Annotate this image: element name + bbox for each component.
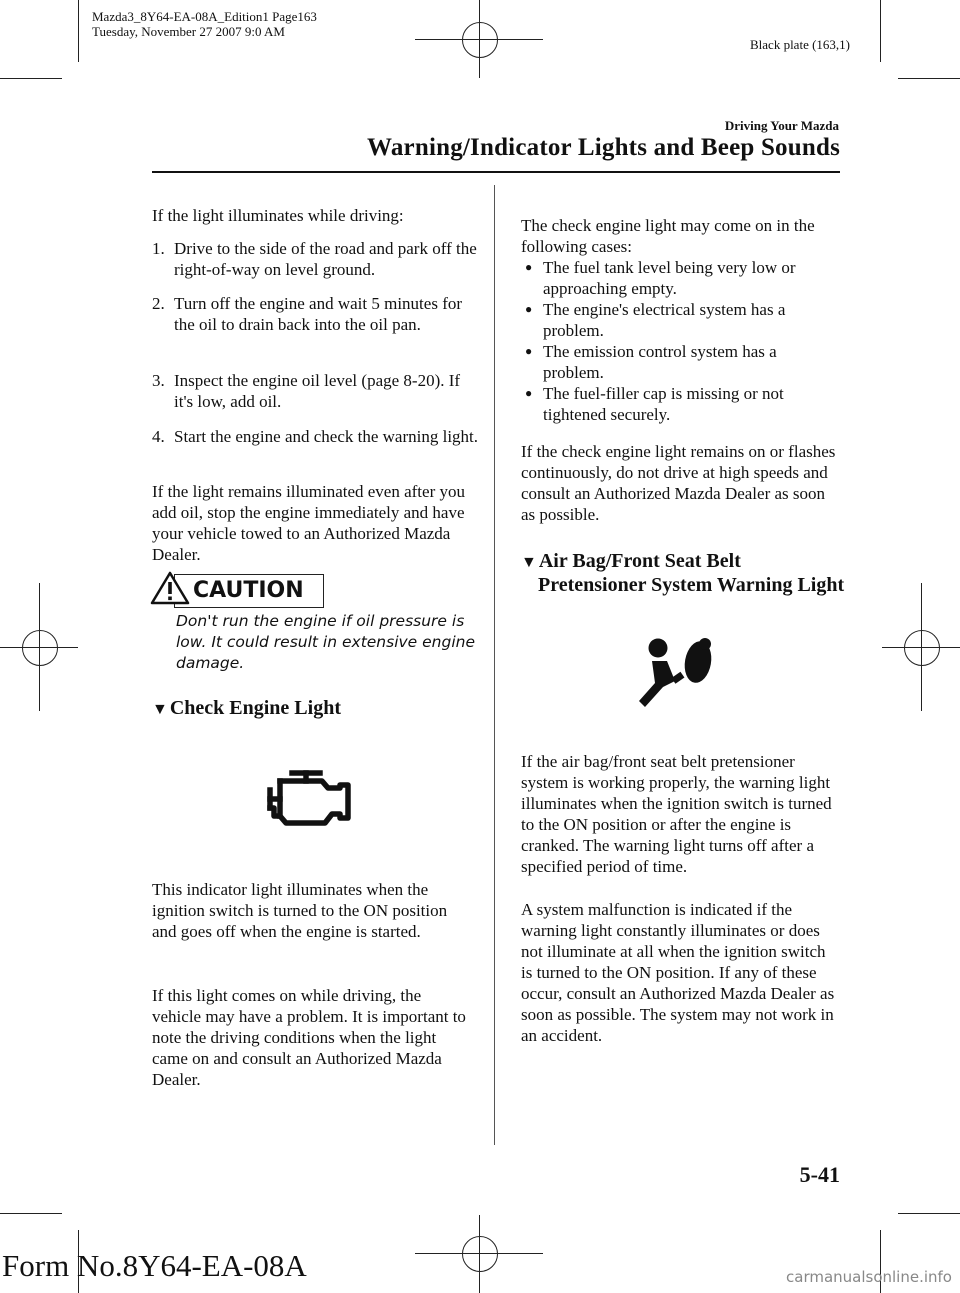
warning-triangle-icon	[150, 571, 190, 605]
check-engine-cases-list	[521, 257, 841, 425]
step-1	[152, 238, 482, 280]
list-item	[521, 299, 841, 341]
check-engine-heading-text: Check Engine Light	[169, 697, 341, 719]
list-item-text: The fuel tank level being very low or approaching empty.	[543, 258, 796, 298]
page-title: Warning/Indicator Lights and Beep Sounds	[367, 134, 840, 161]
section-marker-icon: ▼	[152, 701, 168, 718]
step-number: 4.	[152, 427, 165, 446]
airbag-heading-text-1: Air Bag/Front Seat Belt	[538, 550, 741, 572]
airbag-para2: A system malfunction is indicated if the warning light constantly illuminates or does not illuminate at all when the ignition switch is turned to the ON position. If any of these occur, consult an Authorized Mazda Dealer as soon as possible. The system may not work in an accident.	[521, 900, 835, 1045]
check-engine-heading	[152, 697, 341, 721]
airbag-para1: If the air bag/front seat belt pretensioner system is working properly, the warning light illuminates when the ignition switch is turned to the ON position or after the engine is cranked. The warning light turns off after a specified period of time.	[521, 752, 832, 876]
airbag-warning-icon	[637, 635, 717, 711]
plate-info: Black plate (163,1)	[750, 37, 850, 52]
page-number: 5-41	[799, 1162, 840, 1187]
airbag-heading	[521, 550, 851, 597]
header-rule	[152, 171, 840, 173]
bullet-icon: ●	[525, 260, 533, 274]
caution-text: Don't run the engine if oil pressure is low. It could result in extensive engine damage.	[176, 612, 476, 672]
airbag-heading-line1	[521, 550, 851, 574]
step-text: Drive to the side of the road and park off the right-of-way on level ground.	[174, 239, 477, 279]
bullet-icon: ●	[525, 344, 533, 358]
step-number: 1.	[152, 239, 165, 258]
step-3	[152, 370, 482, 412]
check-engine-icon	[264, 768, 356, 828]
oil-after-steps: If the light remains illuminated even after you add oil, stop the engine immediately and have your vehicle towed to an Authorized Mazda Dealer.	[152, 482, 465, 564]
caution-label: CAUTION	[193, 578, 304, 603]
check-engine-cases-intro: The check engine light may come on in the following cases:	[521, 216, 815, 256]
step-4	[152, 426, 482, 447]
list-item	[521, 341, 841, 383]
file-info	[92, 9, 317, 39]
section-label: Driving Your Mazda	[724, 118, 839, 133]
form-number: Form No.8Y64-EA-08A	[2, 1248, 307, 1283]
file-info-line2: Tuesday, November 27 2007 9:0 AM	[92, 24, 285, 39]
list-item	[521, 257, 841, 299]
list-item	[521, 383, 841, 425]
list-item-text: The emission control system has a problem.	[543, 342, 777, 382]
watermark: carmanualsonline.info	[786, 1268, 952, 1286]
check-engine-remains-on: If the check engine light remains on or flashes continuously, do not drive at high speeds and consult an Authorized Mazda Dealer as soon as possible.	[521, 442, 836, 524]
airbag-heading-line2: Pretensioner System Warning Light	[538, 574, 845, 596]
list-item-text: The engine's electrical system has a problem.	[543, 300, 786, 340]
step-text: Turn off the engine and wait 5 minutes for the oil to drain back into the oil pan.	[174, 294, 463, 334]
file-info-line1: Mazda3_8Y64-EA-08A_Edition1 Page163	[92, 9, 317, 24]
step-text: Inspect the engine oil level (page 8-20). If it's low, add oil.	[174, 371, 461, 411]
check-engine-para1: This indicator light illuminates when the ignition switch is turned to the ON position and goes off when the engine is started.	[152, 880, 448, 941]
step-text: Start the engine and check the warning light.	[174, 427, 479, 446]
check-engine-para2: If this light comes on while driving, the vehicle may have a problem. It is important to note the driving conditions when the light came on and consult an Authorized Mazda Dealer.	[152, 986, 466, 1089]
step-2	[152, 293, 482, 335]
step-number: 3.	[152, 371, 165, 390]
oil-intro: If the light illuminates while driving:	[152, 206, 404, 225]
bullet-icon: ●	[525, 386, 533, 400]
list-item-text: The fuel-filler cap is missing or not tightened securely.	[543, 384, 784, 424]
bullet-icon: ●	[525, 302, 533, 316]
section-marker-icon: ▼	[521, 554, 537, 571]
column-divider	[494, 185, 495, 1145]
step-number: 2.	[152, 294, 165, 313]
